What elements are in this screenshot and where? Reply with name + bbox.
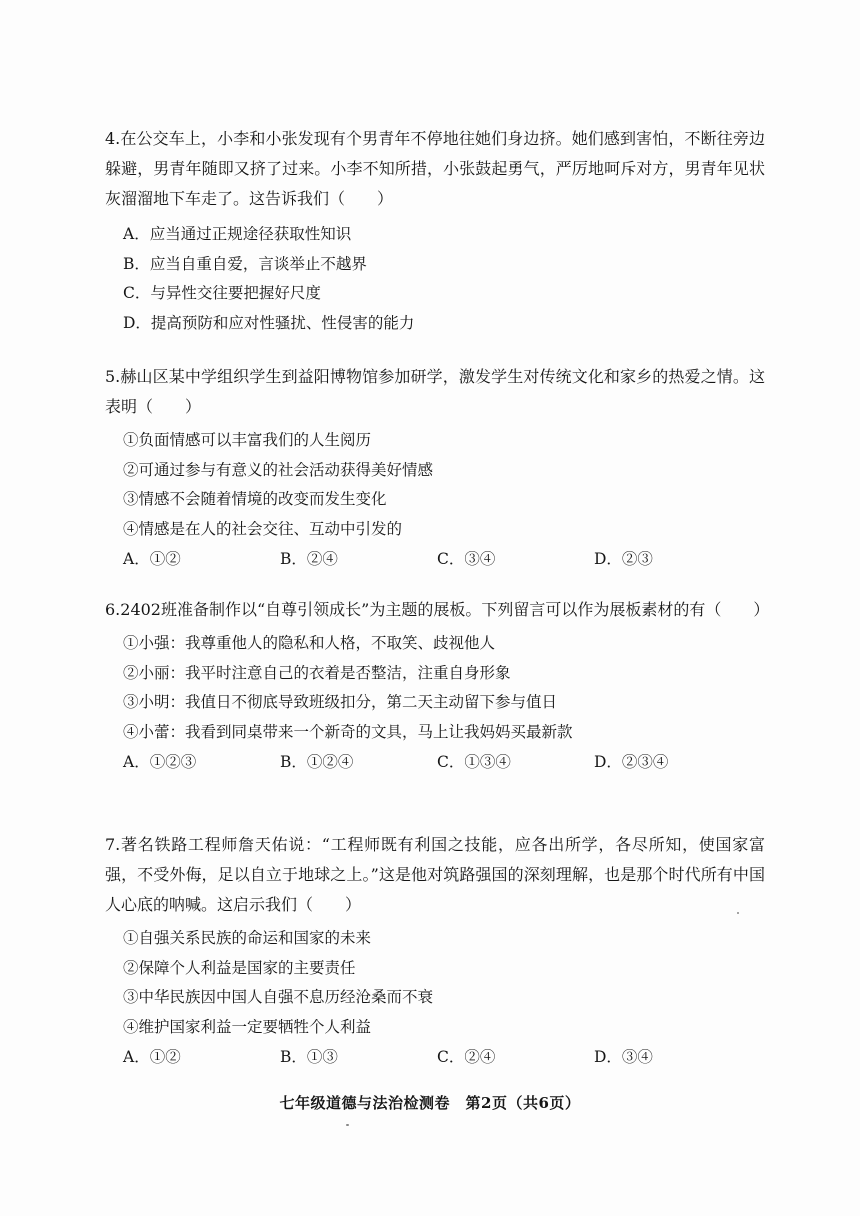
question-6 (105, 595, 770, 777)
statement-3: ③情感不会随着情境的改变而发生变化 (123, 490, 387, 508)
statement-3: ③中华民族因中国人自强不息历经沧桑而不衰 (123, 988, 434, 1006)
question-stem: 6.2402班准备制作以“自尊引领成长”为主题的展板。下列留言可以作为展板素材的有（ ） (105, 600, 770, 619)
choice-b: B．①②④ (280, 753, 354, 771)
statement-2: ②可通过参与有意义的社会活动获得美好情感 (123, 460, 434, 479)
question-stem: 4.在公交车上，小李和小张发现有个男青年不停地往她们身边挤。她们感到害怕，不断往旁边躲避，男青年随即又挤了过来。小李不知所措，小张鼓起勇气，严厉地呵斥对方，男青年见状灰溜溜地下车走了。这告诉我们（ ） (105, 129, 765, 208)
question-4 (105, 124, 765, 338)
question-stem: 5.赫山区某中学组织学生到益阳博物馆参加研学，激发学生对传统文化和家乡的热爱之情。这表明（ ） (105, 367, 765, 416)
statement-2: ②保障个人利益是国家的主要责任 (123, 958, 356, 977)
question-7 (105, 830, 765, 1072)
statement-4: ④小蕾：我看到同桌带来一个新奇的文具，马上让我妈妈买最新款 (123, 722, 573, 741)
choice-c: C．①③④ (437, 753, 511, 771)
statement-3: ③小明：我值日不彻底导致班级扣分，第二天主动留下参与值日 (123, 693, 558, 711)
statement-1: ①自强关系民族的命运和国家的未来 (123, 929, 372, 947)
question-5 (105, 362, 765, 574)
choice-a: A．①②③ (123, 753, 197, 771)
question-stem: 7.著名铁路工程师詹天佑说：“工程师既有利国之技能，应各出所学，各尽所知，使国家富强，不受外侮，足以自立于地球之上。”这是他对筑路强国的深刻理解，也是那个时代所有中国人心底的呐喊。这启示我们（ ） (105, 835, 765, 914)
statement-2: ②小丽：我平时注意自己的衣着是否整洁，注重自身形象 (123, 663, 511, 682)
option-b: B．应当自重自爱，言谈举止不越界 (123, 254, 367, 273)
answer-choices (105, 544, 765, 574)
choice-c: C．③④ (437, 550, 496, 568)
answer-choices (105, 747, 765, 777)
answer-choices (105, 1042, 765, 1072)
choice-b: B．②④ (280, 550, 338, 568)
choice-d: D．②③ (594, 550, 653, 568)
statement-4: ④维护国家利益一定要牺牲个人利益 (123, 1017, 372, 1036)
choice-b: B．①③ (280, 1048, 338, 1066)
choice-a: A．①② (123, 550, 181, 568)
option-d: D．提高预防和应对性骚扰、性侵害的能力 (123, 313, 415, 332)
page-footer: 七年级道德与法治检测卷 第2页（共6页） (279, 1094, 581, 1112)
choice-c: C．②④ (437, 1048, 496, 1066)
scan-speck (737, 912, 739, 914)
scan-speck (346, 1124, 349, 1126)
statement-1: ①小强：我尊重他人的隐私和人格，不取笑、歧视他人 (123, 634, 496, 652)
statement-4: ④情感是在人的社会交往、互动中引发的 (123, 519, 403, 538)
choice-d: D．②③④ (594, 753, 669, 771)
statement-1: ①负面情感可以丰富我们的人生阅历 (123, 431, 372, 449)
option-c: C．与异性交往要把握好尺度 (123, 284, 321, 302)
option-a: A．应当通过正规途径获取性知识 (123, 225, 352, 243)
choice-d: D．③④ (594, 1048, 653, 1066)
choice-a: A．①② (123, 1048, 181, 1066)
